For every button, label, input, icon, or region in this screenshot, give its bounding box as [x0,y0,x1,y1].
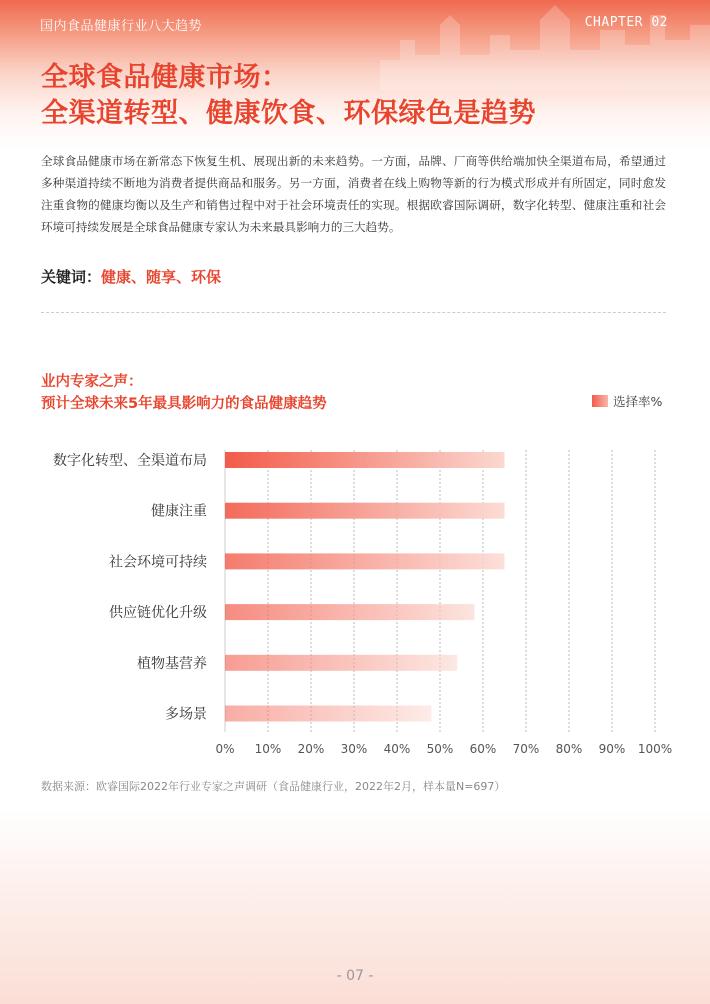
x-tick-label: 80% [555,742,583,756]
page-title-line1: 全球食品健康市场： [41,62,289,93]
x-tick-label: 40% [383,742,411,756]
chart-title-line1: 业内专家之声： [41,374,143,390]
chapter-label: CHAPTER 02 [584,15,668,30]
category-label: 健康注重 [151,503,207,520]
keywords-value: 健康、随享、环保 [101,268,222,286]
section-title: 国内食品健康行业八大趋势 [40,19,203,34]
bar [225,604,474,620]
x-tick-label: 100% [637,742,673,756]
bar [225,655,457,671]
page-number: - 07 - [336,968,374,984]
category-label: 数字化转型、全渠道布局 [53,453,207,469]
x-tick-label: 10% [254,742,282,756]
x-tick-label: 30% [340,742,368,756]
category-label: 植物基营养 [137,655,207,672]
x-tick-label: 90% [598,742,626,756]
category-label: 供应链优化升级 [109,605,207,622]
x-tick-label: 0% [215,742,235,756]
bar [225,706,431,722]
x-tick-label: 60% [469,742,497,756]
data-source: 数据来源：欧睿国际2022年行业专家之声调研（食品健康行业，2022年2月，样本量N=697） [41,780,506,793]
x-tick-label: 50% [426,742,454,756]
x-tick-label: 20% [297,742,325,756]
page-title-line2: 全渠道转型、健康饮食、环保绿色是趋势 [41,98,536,129]
bar [225,503,505,519]
intro-text: 全球食品健康市场在新常态下恢复生机、展现出新的未来趋势。一方面，品牌、厂商等供给端加快全渠道布局，希望通过多种渠道持续不断地为消费者提供商品和服务。另一方面，消费者在线上购物等新的行为模式形成并有所固定，同时愈发注重食物的健康均衡以及生产和销售过程中对于社会环境责任的实现。根据欧睿国际调研，数字化转型、健康注重和社会环境可持续发展是全球食品健康专家认为未来最具影响力的三大趋势。 [41,154,666,234]
chart-title-line2: 预计全球未来5年最具影响力的食品健康趋势 [41,396,327,412]
category-label: 社会环境可持续 [109,554,207,571]
bar [225,553,505,569]
bar [225,452,505,468]
category-label: 多场景 [165,706,207,723]
x-tick-label: 70% [512,742,540,756]
keywords-label: 关键词： [41,268,102,286]
legend-label: 选择率% [613,394,663,409]
